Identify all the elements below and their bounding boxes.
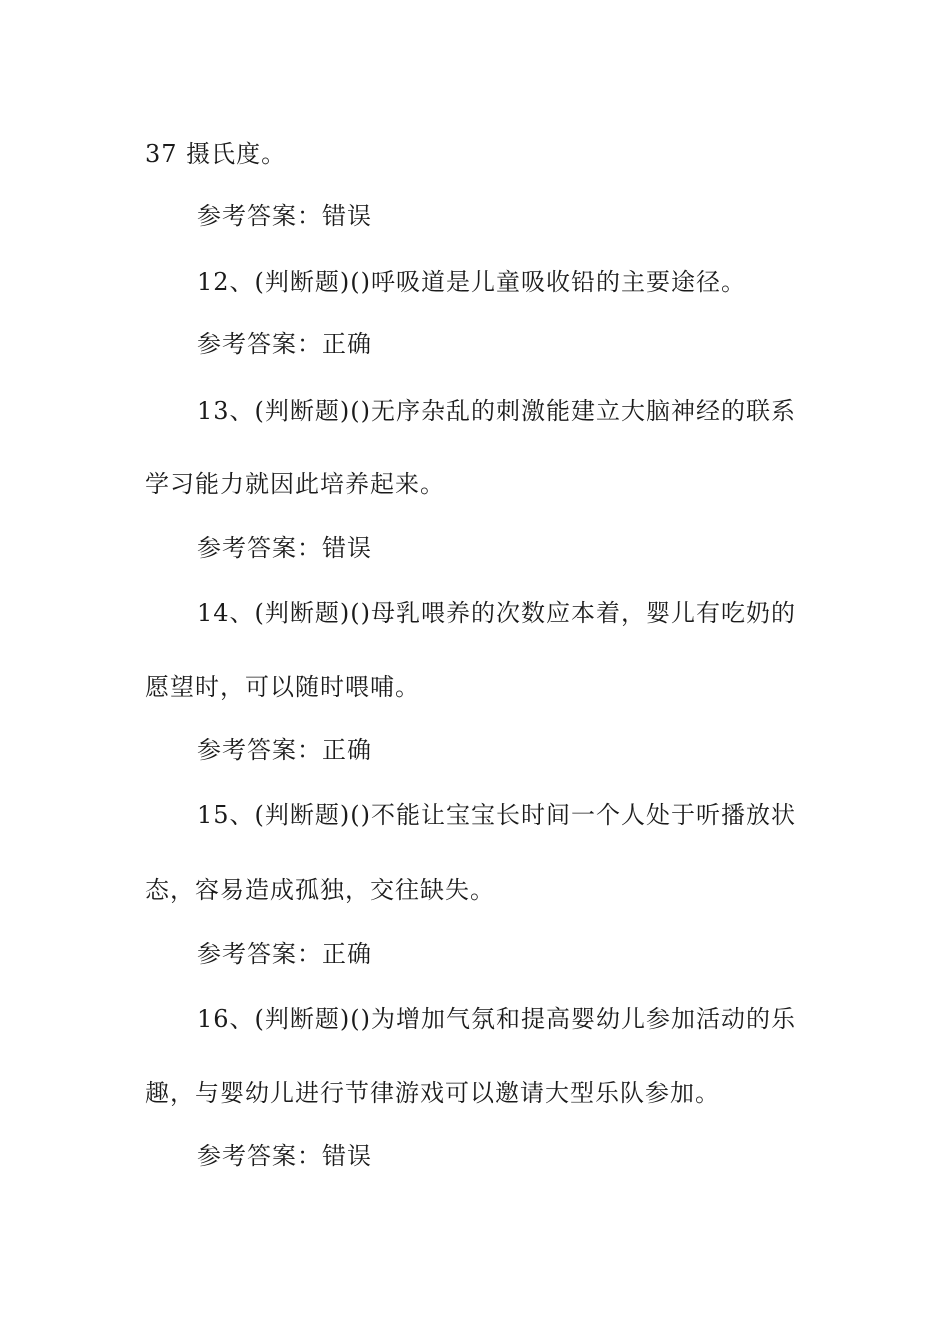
question-line: 16、(判断题)()为增加气氛和提高婴幼儿参加活动的乐: [197, 1005, 796, 1033]
answer-line: 参考答案：错误: [197, 534, 372, 562]
question-line: 15、(判断题)()不能让宝宝长时间一个人处于听播放状: [197, 801, 796, 829]
text-line-continuation: 37 摄氏度。: [145, 140, 287, 168]
answer-line: 参考答案：错误: [197, 1142, 372, 1170]
question-line: 14、(判断题)()母乳喂养的次数应本着，婴儿有吃奶的: [197, 599, 796, 627]
text-line-continuation: 学习能力就因此培养起来。: [145, 470, 445, 498]
answer-line: 参考答案：错误: [197, 202, 372, 230]
text-line-continuation: 趣，与婴幼儿进行节律游戏可以邀请大型乐队参加。: [145, 1079, 720, 1107]
answer-line: 参考答案：正确: [197, 330, 372, 358]
text-line-continuation: 愿望时，可以随时喂哺。: [145, 673, 420, 701]
question-line: 13、(判断题)()无序杂乱的刺激能建立大脑神经的联系: [197, 397, 796, 425]
text-line-continuation: 态，容易造成孤独，交往缺失。: [145, 876, 495, 904]
question-line: 12、(判断题)()呼吸道是儿童吸收铅的主要途径。: [197, 268, 746, 296]
answer-line: 参考答案：正确: [197, 940, 372, 968]
answer-line: 参考答案：正确: [197, 736, 372, 764]
